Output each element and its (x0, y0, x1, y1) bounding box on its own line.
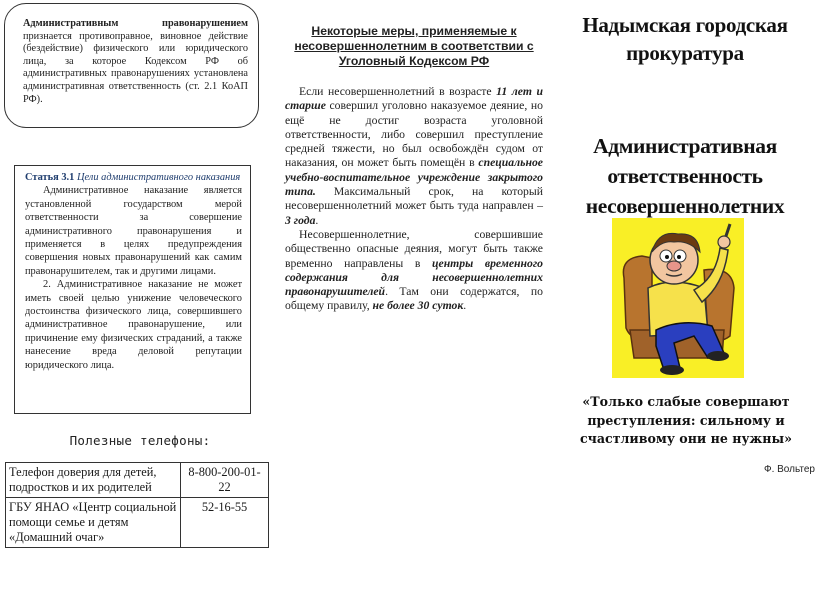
prosecutor-title: Надымская городская прокуратура (582, 13, 788, 65)
article-box (14, 165, 251, 414)
measures-title: Некоторые меры, применяемые к несовершеннолетним в соответствии с Уголовный Кодексом РФ (294, 24, 534, 68)
cartoon-illustration (612, 218, 744, 378)
emphasis-age: 11 лет и старше (285, 85, 543, 113)
leaflet-title: Административная ответственность несовершеннолетних (585, 134, 785, 218)
definition-term: Административным правонарушением (23, 18, 248, 29)
measures-paragraph-2 (285, 228, 543, 314)
quote: «Только слабые совершают преступления: сильному и счастливому они не нужны» (580, 394, 792, 446)
measures-paragraph-1 (285, 85, 543, 228)
emphasis-centers: центры временного содержания для несовершеннолетних правонарушителей (285, 256, 543, 299)
article-heading: Цели административного наказания (74, 172, 241, 183)
article-paragraph-1: Административное наказание является установленной государством мерой ответственности за совершение административного правонарушения и применяется в целях предупреждения совершения новых правонарушений как самим правонарушителем, так и другими лицами. (25, 185, 242, 277)
article-title (25, 171, 242, 184)
text-run: . Там они содержатся, по общему правилу, (285, 285, 543, 313)
article-label: Статья 3.1 (25, 172, 75, 183)
measures-text (285, 85, 543, 314)
emphasis-days: не более 30 суток (372, 299, 464, 313)
text-run: совершил уголовно наказуемое деяние, но ещё не достиг возраста уголовной ответственности, либо совершил преступление средней тяжести, но был освобождён судом от наказания, он может быть помещён в (285, 99, 543, 170)
table-row (6, 463, 269, 498)
table-row (6, 498, 269, 548)
text-run: Несовершеннолетние, совершившие общественно опасные деяния, могут быть также временно направлены в (285, 227, 543, 270)
definition-text: признается противоправное, виновное действие (бездействие) физического или юридического лица, за которое Кодексом РФ об административных правонарушениях установлена административная ответственность (ст. 2.1 КоАП РФ). (23, 30, 248, 105)
emphasis-institution: специальное учебно-воспитательное учреждение закрытого типа. (285, 156, 543, 199)
phone-number: 8-800-200-01-22 (181, 463, 269, 498)
emphasis-term: 3 года (285, 213, 316, 227)
text-run: Если несовершеннолетний в возрасте (299, 85, 497, 98)
text-run: . (463, 299, 467, 313)
phones-title: Полезные телефоны: (69, 433, 211, 448)
phones-table (5, 462, 269, 548)
quote-author: Ф. Вольтер (763, 464, 815, 475)
definition-box (4, 3, 259, 128)
phone-org: ГБУ ЯНАО «Центр социальной помощи семье и детям «Домашний очаг» (6, 498, 181, 548)
text-run: . (315, 213, 319, 227)
phone-number: 52-16-55 (181, 498, 269, 548)
phone-org: Телефон доверия для детей, подростков и их родителей (6, 463, 181, 498)
thinking-boy-icon (612, 218, 744, 378)
article-paragraph-2: 2. Административное наказание не может иметь своей целью унижение человеческого достоинства физического лица, совершившего административное правонарушение, или причинение ему физических страданий, а также нанесение вреда деловой репутации юридического лица. (25, 279, 242, 371)
text-run: Максимальный срок, на который несовершеннолетний может быть туда направлен – (285, 185, 543, 213)
